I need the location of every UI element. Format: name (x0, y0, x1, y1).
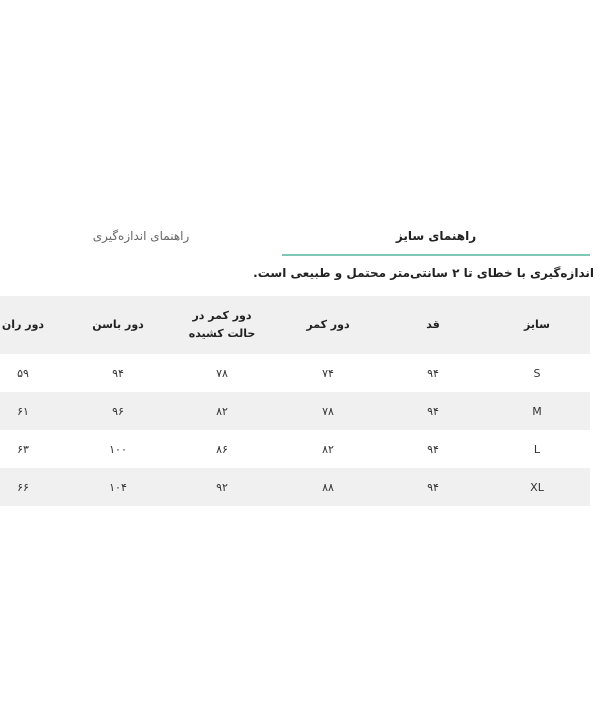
measurement-note: اندازه‌گیری با خطای تا ۲ سانتی‌متر محتمل و طبیعی است. (253, 266, 594, 280)
table-header-row (0, 296, 590, 354)
header-thigh: دور ران (1, 318, 45, 331)
header-waist: دور کمر (306, 318, 350, 331)
table-row (0, 392, 590, 430)
cell-size: XL (530, 480, 544, 494)
header-waist-stretched: دور کمر در حالت کشیده (188, 309, 256, 340)
cell-hip: ۱۰۰ (109, 442, 127, 456)
table-row (0, 468, 590, 506)
header-height: قد (426, 318, 440, 331)
header-hip: دور باسن (92, 318, 144, 331)
cell-height: ۹۴ (427, 442, 439, 456)
cell-height: ۹۴ (427, 404, 439, 418)
table-row (0, 430, 590, 468)
cell-size: L (533, 442, 541, 456)
cell-hip: ۱۰۴ (109, 480, 127, 494)
header-size: سایز (524, 318, 550, 331)
cell-size: M (532, 404, 542, 418)
cell-waist: ۷۴ (322, 366, 334, 380)
size-table (0, 296, 590, 506)
cell-size: S (533, 366, 541, 380)
cell-waist-stretched: ۷۸ (216, 366, 228, 380)
cell-thigh: ۶۱ (17, 404, 29, 418)
cell-waist-stretched: ۸۲ (216, 404, 228, 418)
cell-waist-stretched: ۸۶ (216, 442, 228, 456)
cell-height: ۹۴ (427, 366, 439, 380)
cell-waist: ۷۸ (322, 404, 334, 418)
tab-size-guide[interactable]: راهنمای سایز (282, 218, 590, 256)
cell-height: ۹۴ (427, 480, 439, 494)
cell-hip: ۹۶ (112, 404, 124, 418)
cell-waist: ۸۲ (322, 442, 334, 456)
cell-waist: ۸۸ (322, 480, 334, 494)
cell-thigh: ۶۳ (17, 442, 29, 456)
tab-measurement-guide[interactable]: راهنمای اندازه‌گیری (92, 229, 190, 243)
cell-waist-stretched: ۹۲ (216, 480, 228, 494)
cell-thigh: ۶۶ (17, 480, 29, 494)
cell-thigh: ۵۹ (17, 366, 29, 380)
tab-bar (0, 218, 600, 256)
table-row (0, 354, 590, 392)
cell-hip: ۹۴ (112, 366, 124, 380)
